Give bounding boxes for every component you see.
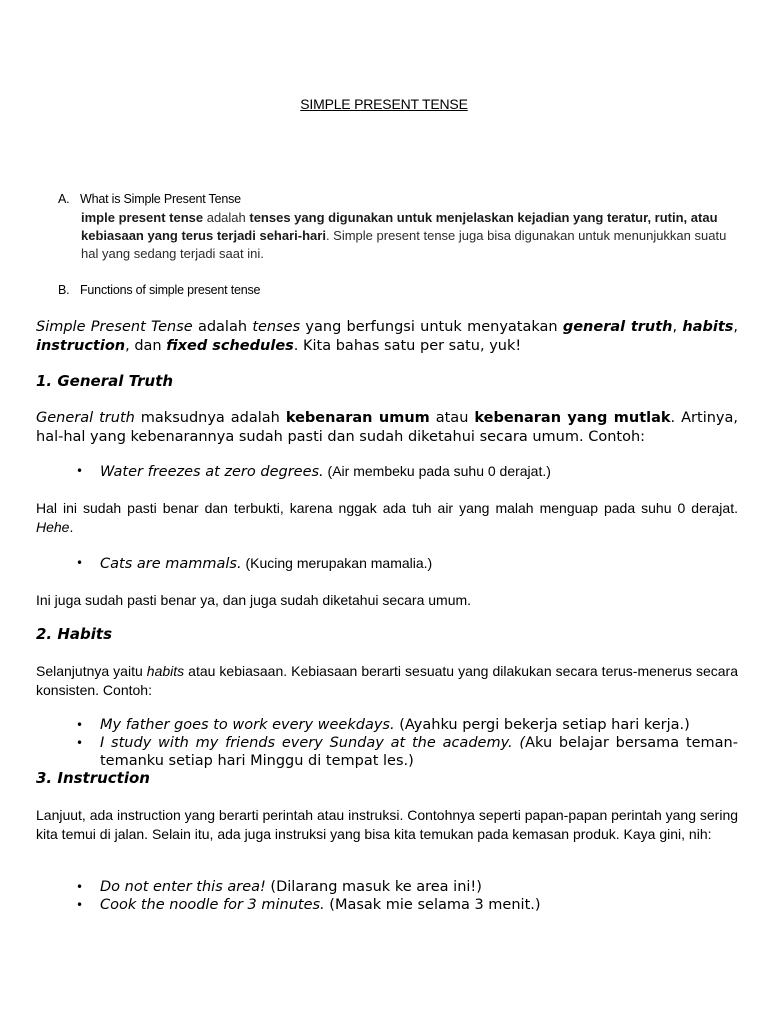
bullet-icon: • <box>76 556 84 570</box>
instruction-examples <box>36 878 738 914</box>
list-item: • My father goes to work every weekdays. (Ayahku pergi bekerja setiap hari kerja.) <box>76 717 690 733</box>
bullet-icon: • <box>76 880 84 894</box>
habits-paragraph: Selanjutnya yaitu habits atau kebiasaan. Kebiasaan berarti sesuatu yang dilakukan secara terus-menerus secara konsisten. Contoh: <box>36 663 738 698</box>
list-item: • I study with my friends every Sunday at the academy. (Aku belajar bersama teman-temanku setiap hari Minggu di tempat les.) <box>76 735 738 769</box>
bullet-icon: • <box>76 898 84 912</box>
general-truth-paragraph: General truth maksudnya adalah kebenaran umum atau kebenaran yang mutlak. Artinya, hal-hal yang kebenarannya sudah pasti dan sudah diketahui secara umum. Contoh: <box>36 410 738 445</box>
list-item: • Do not enter this area! (Dilarang masuk ke area ini!) <box>76 879 482 895</box>
general-truth-note-2: Ini juga sudah pasti benar ya, dan juga sudah diketahui secara umum. <box>36 592 472 608</box>
bullet-icon: • <box>76 736 84 750</box>
general-truth-note-1: Hal ini sudah pasti benar dan terbukti, karena nggak ada tuh air yang malah menguap pada suhu 0 derajat. Hehe. <box>36 500 738 535</box>
list-item: • Water freezes at zero degrees. (Air membeku pada suhu 0 derajat.) <box>76 463 551 480</box>
section-b-heading <box>58 283 260 297</box>
heading-general-truth: 1. General Truth <box>36 372 174 390</box>
intro-paragraph: imple present tense adalah tenses yang digunakan untuk menjelaskan kejadian yang teratur, rutin, atau kebiasaan yang terus terjadi sehari-hari. Simple present tense juga bisa digunakan untuk menunjukkan suatu hal yang sedang terjadi saat ini. <box>81 210 727 261</box>
habits-examples <box>36 716 738 770</box>
general-truth-examples-1 <box>36 462 738 481</box>
bullet-icon: • <box>76 718 84 732</box>
heading-instruction: 3. Instruction <box>36 769 150 787</box>
bullet-icon: • <box>76 464 84 478</box>
section-a-title: What is Simple Present Tense <box>80 192 241 206</box>
functions-paragraph: Simple Present Tense adalah tenses yang berfungsi untuk menyatakan general truth, habits, instruction, dan fixed schedules. Kita bahas satu per satu, yuk! <box>36 319 739 354</box>
section-a-heading <box>58 192 241 206</box>
section-a-marker: A. <box>58 192 70 206</box>
section-b-title: Functions of simple present tense <box>80 283 261 297</box>
instruction-paragraph: Lanjuut, ada instruction yang berarti perintah atau instruksi. Contohnya seperti papan-papan perintah yang sering kita temui di jalan. Selain itu, ada juga instruksi yang bisa kita temukan pada kemasan produk. Kaya gini, nih: <box>36 807 739 842</box>
heading-habits: 2. Habits <box>36 625 113 643</box>
section-b-marker: B. <box>58 283 70 297</box>
page-title: SIMPLE PRESENT TENSE <box>300 96 468 112</box>
intro-term: imple present tense <box>81 210 204 225</box>
intro-definition: tenses yang digunakan untuk menjelaskan kejadian yang teratur, rutin, atau kebiasaan yang terus terjadi sehari-hari <box>81 210 718 243</box>
general-truth-examples-2 <box>36 554 738 573</box>
list-item: • Cats are mammals. (Kucing merupakan mamalia.) <box>76 555 433 572</box>
list-item: • Cook the noodle for 3 minutes. (Masak mie selama 3 menit.) <box>76 897 541 913</box>
